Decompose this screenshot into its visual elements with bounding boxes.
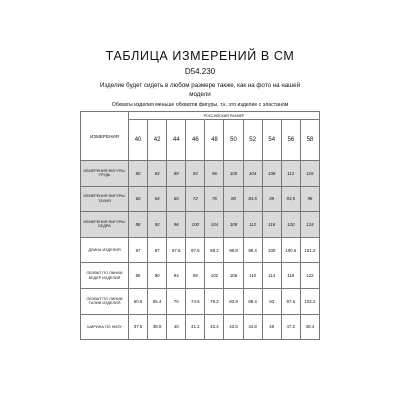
table-cell: 120: [281, 212, 300, 238]
table-cell: 70: [167, 288, 186, 314]
table-cell: 96: [205, 161, 224, 187]
table-cell: 97: [148, 237, 167, 263]
table-cell: 112: [281, 161, 300, 187]
table-cell: 104: [205, 212, 224, 238]
size-header-cell: 44: [167, 120, 186, 161]
table-cell: 47.2: [281, 314, 300, 340]
table-cell: 88.4: [243, 288, 262, 314]
table-cell: 102: [205, 263, 224, 289]
table-cell: 60: [129, 186, 148, 212]
table-cell: 97.6: [167, 237, 186, 263]
row-label: ОБХВАТ ПО ЛИНИИ ТАЛИИ ИЗДЕЛИЯ: [81, 288, 129, 314]
size-header-cell: 40: [129, 120, 148, 161]
table-cell: 68: [167, 186, 186, 212]
table-cell: 84: [148, 161, 167, 187]
table-cell: 100: [186, 212, 205, 238]
table-cell: 96: [167, 212, 186, 238]
fit-description: Изделие будет сидеть в любом размере также, как на фото на нашей модели: [99, 82, 301, 98]
row-label: ДЛИНА ИЗДЕЛИЯ: [81, 237, 129, 263]
table-cell: 43.6: [224, 314, 243, 340]
row-label: ОБХВАТ ПО ЛИНИИ БЕДЕР ИЗДЕЛИЯ: [81, 263, 129, 289]
table-cell: 112: [243, 212, 262, 238]
table-cell: 124: [300, 212, 319, 238]
row-label: ИЗМЕРЕНИЯ ФИГУРЫ: БЕДРА: [81, 212, 129, 238]
table-cell: 84,5: [243, 186, 262, 212]
table-row: [81, 314, 320, 340]
table-cell: 116: [262, 212, 281, 238]
table-row: [81, 288, 320, 314]
table-cell: 100: [224, 161, 243, 187]
page-title: ТАБЛИЦА ИЗМЕРЕНИЙ В СМ: [105, 49, 295, 63]
table-cell: 65.4: [148, 288, 167, 314]
table-row: [81, 212, 320, 238]
table-cell: 108: [224, 212, 243, 238]
size-header-cell: 58: [300, 120, 319, 161]
table-cell: 100.6: [281, 237, 300, 263]
size-header-cell: 50: [224, 120, 243, 161]
table-cell: 97.6: [281, 288, 300, 314]
elastane-note: Обхваты изделия меньше обхватов фигуры, т.к. это изделие с эластаном: [111, 102, 289, 108]
article-code: D54.230: [184, 67, 216, 76]
table-cell: 108: [262, 161, 281, 187]
table-cell: 98.8: [224, 237, 243, 263]
table-cell: 116: [300, 161, 319, 187]
table-cell: 38.8: [148, 314, 167, 340]
table-cell: 42.4: [205, 314, 224, 340]
table-row: [81, 186, 320, 212]
table-cell: 83.8: [224, 288, 243, 314]
row-label: ИЗМЕРЕНИЯ ФИГУРЫ: ГРУДЬ: [81, 161, 129, 187]
table-cell: 80: [224, 186, 243, 212]
table-row: [81, 237, 320, 263]
table-cell: 48.4: [300, 314, 319, 340]
table-cell: 94: [167, 263, 186, 289]
table-cell: 89: [262, 186, 281, 212]
table-cell: 37.6: [129, 314, 148, 340]
table-cell: 122: [300, 263, 319, 289]
size-header-cell: 42: [148, 120, 167, 161]
table-cell: 92: [148, 212, 167, 238]
table-cell: 99.4: [243, 237, 262, 263]
size-table: [80, 111, 320, 340]
table-cell: 100: [262, 237, 281, 263]
size-header-cell: 56: [281, 120, 300, 161]
table-row: [81, 161, 320, 187]
table-cell: 44.8: [243, 314, 262, 340]
table-cell: 46: [262, 314, 281, 340]
measurements-header: ИЗМЕРЕНИЯ: [81, 112, 129, 161]
russian-size-header: РОССИЙСКИЙ РАЗМЕР: [129, 112, 320, 120]
size-group-header-row: [81, 112, 320, 120]
table-cell: 98: [300, 186, 319, 212]
table-cell: 97.6: [186, 237, 205, 263]
size-header-cell: 48: [205, 120, 224, 161]
table-cell: 93: [262, 288, 281, 314]
table-cell: 114: [262, 263, 281, 289]
table-cell: 110: [243, 263, 262, 289]
table-cell: 97: [129, 237, 148, 263]
table-cell: 101.2: [300, 237, 319, 263]
size-header-cell: 52: [243, 120, 262, 161]
table-cell: 80: [129, 161, 148, 187]
table-cell: 98.2: [205, 237, 224, 263]
table-cell: 64: [148, 186, 167, 212]
table-cell: 41.2: [186, 314, 205, 340]
table-cell: 104: [243, 161, 262, 187]
table-cell: 74.6: [186, 288, 205, 314]
table-cell: 92: [186, 161, 205, 187]
size-header-cell: 46: [186, 120, 205, 161]
table-cell: 76: [205, 186, 224, 212]
table-cell: 88: [129, 212, 148, 238]
table-cell: 86: [129, 263, 148, 289]
table-cell: 88: [167, 161, 186, 187]
table-cell: 90: [148, 263, 167, 289]
table-cell: 79.2: [205, 288, 224, 314]
table-cell: 60.8: [129, 288, 148, 314]
row-label: ИЗМЕРЕНИЯ ФИГУРЫ: ТАЛИЯ: [81, 186, 129, 212]
table-cell: 93,5: [281, 186, 300, 212]
row-label: ШИРИНА ПО НИЗУ: [81, 314, 129, 340]
table-cell: 102.2: [300, 288, 319, 314]
table-cell: 106: [224, 263, 243, 289]
table-row: [81, 263, 320, 289]
table-cell: 118: [281, 263, 300, 289]
table-cell: 98: [186, 263, 205, 289]
size-header-cell: 54: [262, 120, 281, 161]
table-cell: 40: [167, 314, 186, 340]
table-cell: 72: [186, 186, 205, 212]
